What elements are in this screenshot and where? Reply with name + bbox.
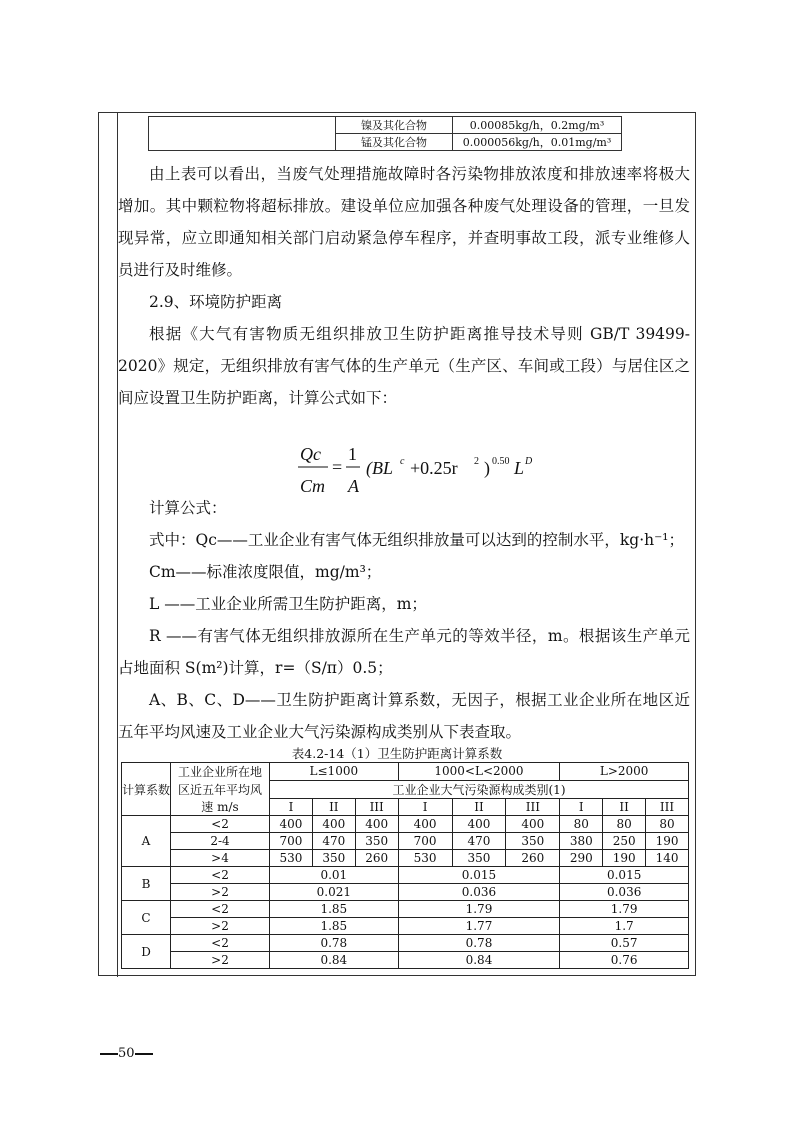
- svg-text:2: 2: [474, 456, 479, 467]
- table-row: [149, 117, 622, 134]
- header-range: L≤1000: [270, 763, 399, 781]
- header-coef: 计算系数: [122, 763, 171, 816]
- svg-text:): ): [484, 458, 490, 478]
- header-range: L>2000: [560, 763, 689, 781]
- text-block-1: [118, 158, 690, 414]
- coef-label: A: [122, 816, 171, 867]
- coef-label: D: [122, 935, 171, 969]
- paragraph-failure: 由上表可以看出，当废气处理措施故障时各污染物排放浓度和排放速率将极大增加。其中颗粒物将超标排放。建设单位应加强各种废气处理设备的管理，一旦发现异常，应立即通知相关部门启动紧急停车程序，并查明事故工段，派专业维修人员进行及时维修。: [118, 165, 690, 279]
- def-qc: 式中：Qc——工业企业有害气体无组织排放量可以达到的控制水平，kg·h⁻¹；: [149, 531, 685, 549]
- paragraph-standard: 根据《大气有害物质无组织排放卫生防护距离推导技术导则 GB/T 39499-2020》规定，无组织排放有害气体的生产单元（生产区、车间或工段）与居住区之间应设置卫生防护距离，计算公式如下：: [118, 325, 690, 407]
- formula: [296, 440, 556, 500]
- pollutant-name: 锰及其化合物: [336, 134, 453, 151]
- formula-cm: Cm: [300, 476, 326, 496]
- table-row: A <2 400 400 400 400 400 400 80 80 80: [122, 816, 689, 833]
- calc-label: 计算公式：: [149, 499, 227, 517]
- table-row: B <2 0.01 0.015 0.015: [122, 867, 689, 884]
- def-l: L ——工业企业所需卫生防护距离，m；: [149, 595, 427, 613]
- def-abcd: A、B、C、D——卫生防护距离计算系数，无因子，根据工业企业所在地区近五年平均风速及工业企业大气污染源构成类别从下表查取。: [118, 691, 690, 741]
- table-row: >4 530 350 260 530 350 260 290 190 140: [122, 850, 689, 867]
- svg-text:=: =: [332, 457, 343, 477]
- pollutant-name: 镍及其化合物: [336, 117, 453, 134]
- emission-table-tail: [148, 116, 622, 151]
- table-row: [149, 134, 622, 151]
- table-row: >2 1.85 1.77 1.7: [122, 918, 689, 935]
- svg-text:c: c: [400, 456, 405, 467]
- svg-text:0.50: 0.50: [492, 456, 510, 467]
- section-heading: 2.9、环境防护距离: [149, 293, 283, 311]
- table-row: >2 0.84 0.84 0.76: [122, 952, 689, 969]
- formula-qc: Qc: [300, 444, 321, 464]
- svg-text:A: A: [348, 476, 359, 496]
- page-number: 50: [100, 1046, 153, 1061]
- table-caption: 表4.2-14（1）卫生防护距离计算系数: [291, 746, 503, 761]
- svg-text:+0.25r: +0.25r: [410, 458, 458, 478]
- pollutant-value: 0.00085kg/h，0.2mg/m³: [453, 117, 622, 134]
- coefficient-table: 计算系数 工业企业所在地 L≤1000 1000<L<2000 L>2000 区近五年平均风 工业企业大气污染源构成类别(1) 速 m/s I II III I II III I II III A <2 400 400 400 400 400 400 80 80 80 2-4 700 470 350 700 470 350 380 250 190 >4 530 350 260 530 350 260 290 190 140 B <2 0.01 0.015 0.015 >2 0.021 0.036 0.036 C <2 1.85 1.79 1.79 >2 1.85 1.77 1.7 D <2 0.78 0.78 0.57 >2 0.84 0.84 0.76: [121, 762, 689, 969]
- def-cm: Cm——标准浓度限值，mg/m³；: [149, 563, 382, 581]
- text-block-2: [118, 492, 690, 748]
- table-row: C <2 1.85 1.79 1.79: [122, 901, 689, 918]
- table-row: >2 0.021 0.036 0.036: [122, 884, 689, 901]
- header-wind: 工业企业所在地: [171, 763, 270, 781]
- svg-text:(BL: (BL: [366, 458, 393, 478]
- pollutant-value: 0.000056kg/h，0.01mg/m³: [453, 134, 622, 151]
- svg-text:L: L: [514, 458, 525, 478]
- def-r: R ——有害气体无组织排放源所在生产单元的等效半径，m。根据该生产单元占地面积 S(m²)计算，r=（S/π）0.5；: [118, 627, 690, 677]
- header-range: 1000<L<2000: [398, 763, 560, 781]
- coef-label: C: [122, 901, 171, 935]
- table-row: 2-4 700 470 350 700 470 350 380 250 190: [122, 833, 689, 850]
- coef-label: B: [122, 867, 171, 901]
- svg-text:1: 1: [348, 444, 357, 464]
- table-row: D <2 0.78 0.78 0.57: [122, 935, 689, 952]
- header-category: 工业企业大气污染源构成类别(1): [270, 780, 689, 798]
- svg-text:D: D: [525, 456, 533, 467]
